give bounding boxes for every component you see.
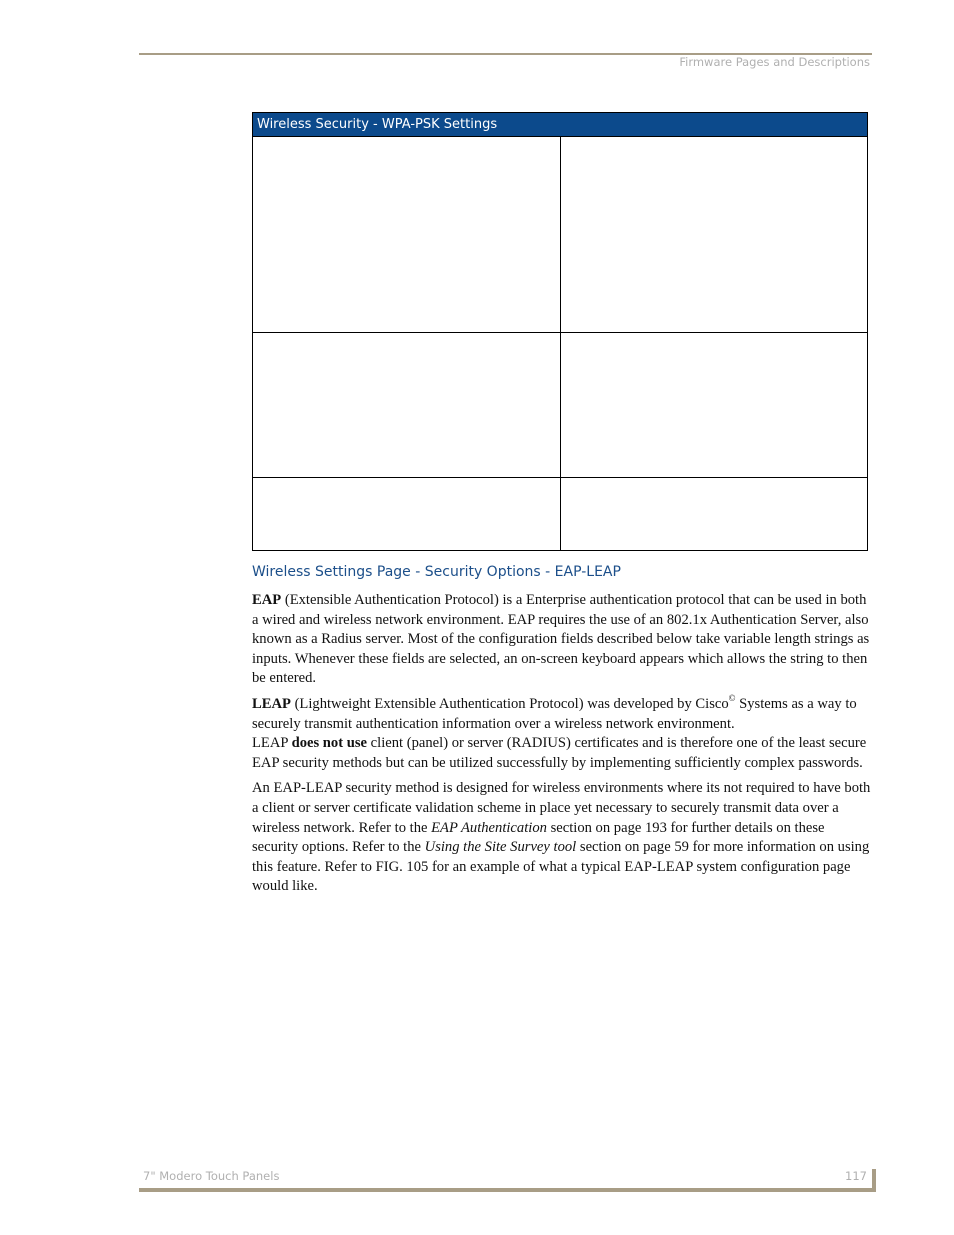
- paragraph-leap: [252, 692, 874, 734]
- body-text: [252, 591, 874, 903]
- paragraph-text: (Lightweight Extensible Authentication Protocol) was developed by Cisco: [290, 695, 729, 712]
- table-row: [253, 333, 868, 478]
- footer-rule: [139, 1188, 876, 1192]
- paragraph-text: (Extensible Authentication Protocol) is a Enterprise authentication protocol that can be used in both a wired and wireless network environment. EAP requires the use of an 802.1x Authentication Server, also known as a Radius server. Most of the configuration fields described below take variable length strings as inputs. Whenever these fields are selected, an on-screen keyboard appears which allows the string to then be entered.: [252, 592, 870, 687]
- emphasis-does-not-use: does not use: [291, 735, 368, 752]
- paragraph-text: client (panel) or server (RADIUS) certificates and is therefore one of the least secure EAP security methods but can be utilized successfully by implementing sufficiently complex passwords.: [252, 735, 867, 771]
- table-row: [253, 137, 868, 333]
- wpa-psk-settings-table: [252, 112, 868, 551]
- paragraph-text: Systems as a way to securely transmit authentication information over a wireless network environment.: [252, 695, 857, 732]
- table-cell-description: [560, 137, 868, 333]
- table-row: [253, 478, 868, 551]
- table-cell-label: [253, 478, 561, 551]
- paragraph-eap-leap-method: [252, 779, 874, 897]
- table-cell-label: [253, 333, 561, 478]
- table-cell-description: [560, 478, 868, 551]
- footer-page-number: 117: [845, 1169, 867, 1183]
- running-header: Firmware Pages and Descriptions: [679, 55, 870, 69]
- footer-product-name: 7" Modero Touch Panels: [143, 1169, 280, 1183]
- term-eap: EAP: [252, 592, 282, 608]
- term-leap: LEAP: [252, 695, 291, 712]
- table-title: Wireless Security - WPA-PSK Settings: [253, 113, 868, 137]
- copyright-mark: ©: [728, 692, 736, 703]
- paragraph-eap: [252, 591, 874, 689]
- reference-site-survey-tool: Using the Site Survey tool: [424, 839, 577, 856]
- paragraph-leap-certificates: [252, 734, 874, 773]
- paragraph-text: An EAP-LEAP security method is designed for wireless environments where its not required to have both a client or server certificate validation scheme in place yet necessary to securely transmit data over a wireless network. Refer to the: [252, 780, 871, 836]
- table-title-row: [253, 113, 868, 137]
- section-heading: Wireless Settings Page - Security Options - EAP-LEAP: [252, 564, 621, 580]
- paragraph-text: section on page 59 for more information on using this feature. Refer to FIG. 105 for an example of what a typical EAP-LEAP system configuration page would like.: [252, 839, 870, 895]
- paragraph-text: section on page 193 for further details on these security options. Refer to the: [252, 819, 825, 856]
- table-cell-description: [560, 333, 868, 478]
- paragraph-text: LEAP: [252, 735, 292, 752]
- reference-eap-authentication: EAP Authentication: [431, 819, 547, 836]
- table-cell-label: [253, 137, 561, 333]
